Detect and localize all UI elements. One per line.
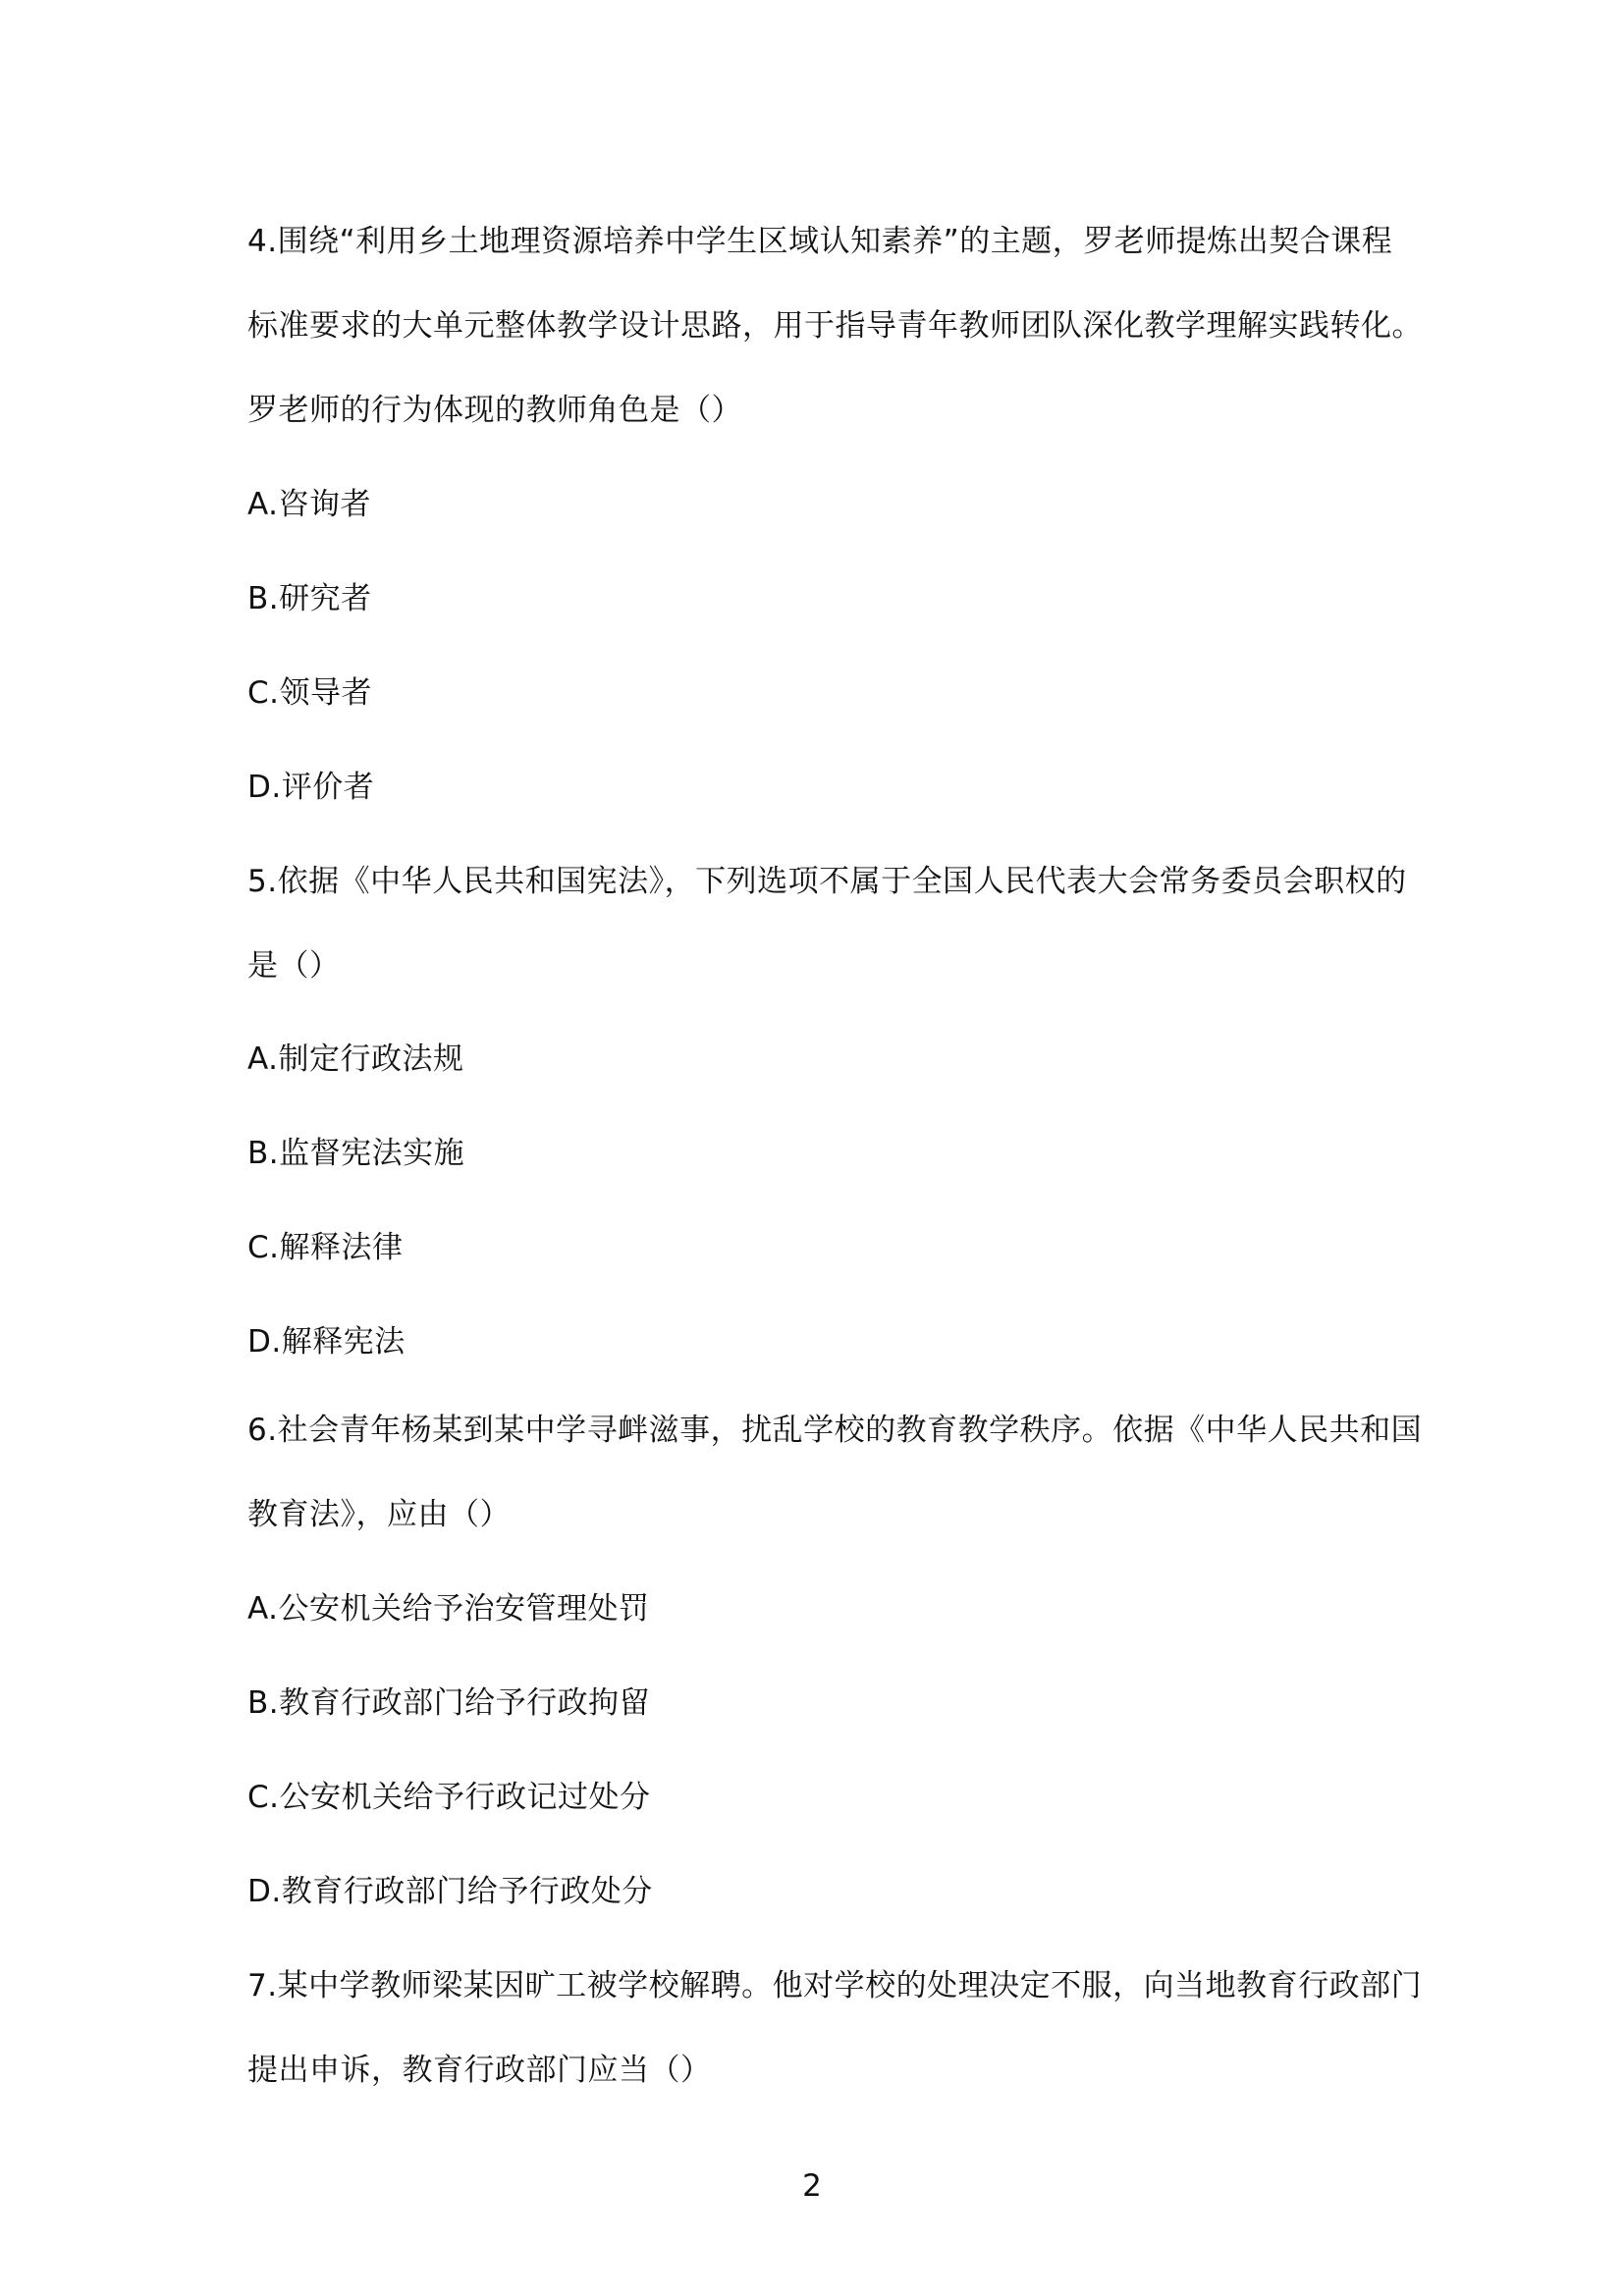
question-5-option-d: D.解释宪法 [247, 1324, 406, 1360]
question-6-option-b: B.教育行政部门给予行政拘留 [247, 1685, 651, 1721]
question-4-stem-line-3: 罗老师的行为体现的教师角色是（） [247, 393, 742, 428]
question-5-stem-line-2: 是（） [247, 948, 341, 984]
question-4-stem-line-1: 4.围绕“利用乡土地理资源培养中学生区域认知素养”的主题，罗老师提炼出契合课程 [247, 224, 1393, 259]
question-6-option-c: C.公安机关给予行政记过处分 [247, 1780, 651, 1815]
question-6-option-a: A.公安机关给予治安管理处罚 [247, 1591, 650, 1627]
question-6-option-d: D.教育行政部门给予行政处分 [247, 1874, 653, 1909]
question-4-option-b: B.研究者 [247, 581, 372, 616]
question-4-option-c: C.领导者 [247, 675, 372, 711]
page-number: 2 [802, 2168, 822, 2204]
question-4-stem-line-2: 标准要求的大单元整体教学设计思路，用于指导青年教师团队深化教学理解实践转化。 [247, 308, 1423, 344]
question-4-option-d: D.评价者 [247, 770, 375, 805]
question-5-option-a: A.制定行政法规 [247, 1041, 464, 1077]
question-5-option-b: B.监督宪法实施 [247, 1136, 465, 1171]
question-6-stem-line-1: 6.社会青年杨某到某中学寻衅滋事，扰乱学校的教育教学秩序。依据《中华人民共和国 [247, 1413, 1423, 1448]
question-7-stem-line-2: 提出申诉，教育行政部门应当（） [247, 2053, 712, 2088]
question-7-stem-line-1: 7.某中学教师梁某因旷工被学校解聘。他对学校的处理决定不服，向当地教育行政部门 [247, 1968, 1423, 2003]
question-5-stem-line-1: 5.依据《中华人民共和国宪法》，下列选项不属于全国人民代表大会常务委员会职权的 [247, 864, 1407, 899]
question-5-option-c: C.解释法律 [247, 1230, 404, 1265]
question-4-option-a: A.咨询者 [247, 487, 372, 522]
question-6-stem-line-2: 教育法》，应由（） [247, 1497, 511, 1532]
